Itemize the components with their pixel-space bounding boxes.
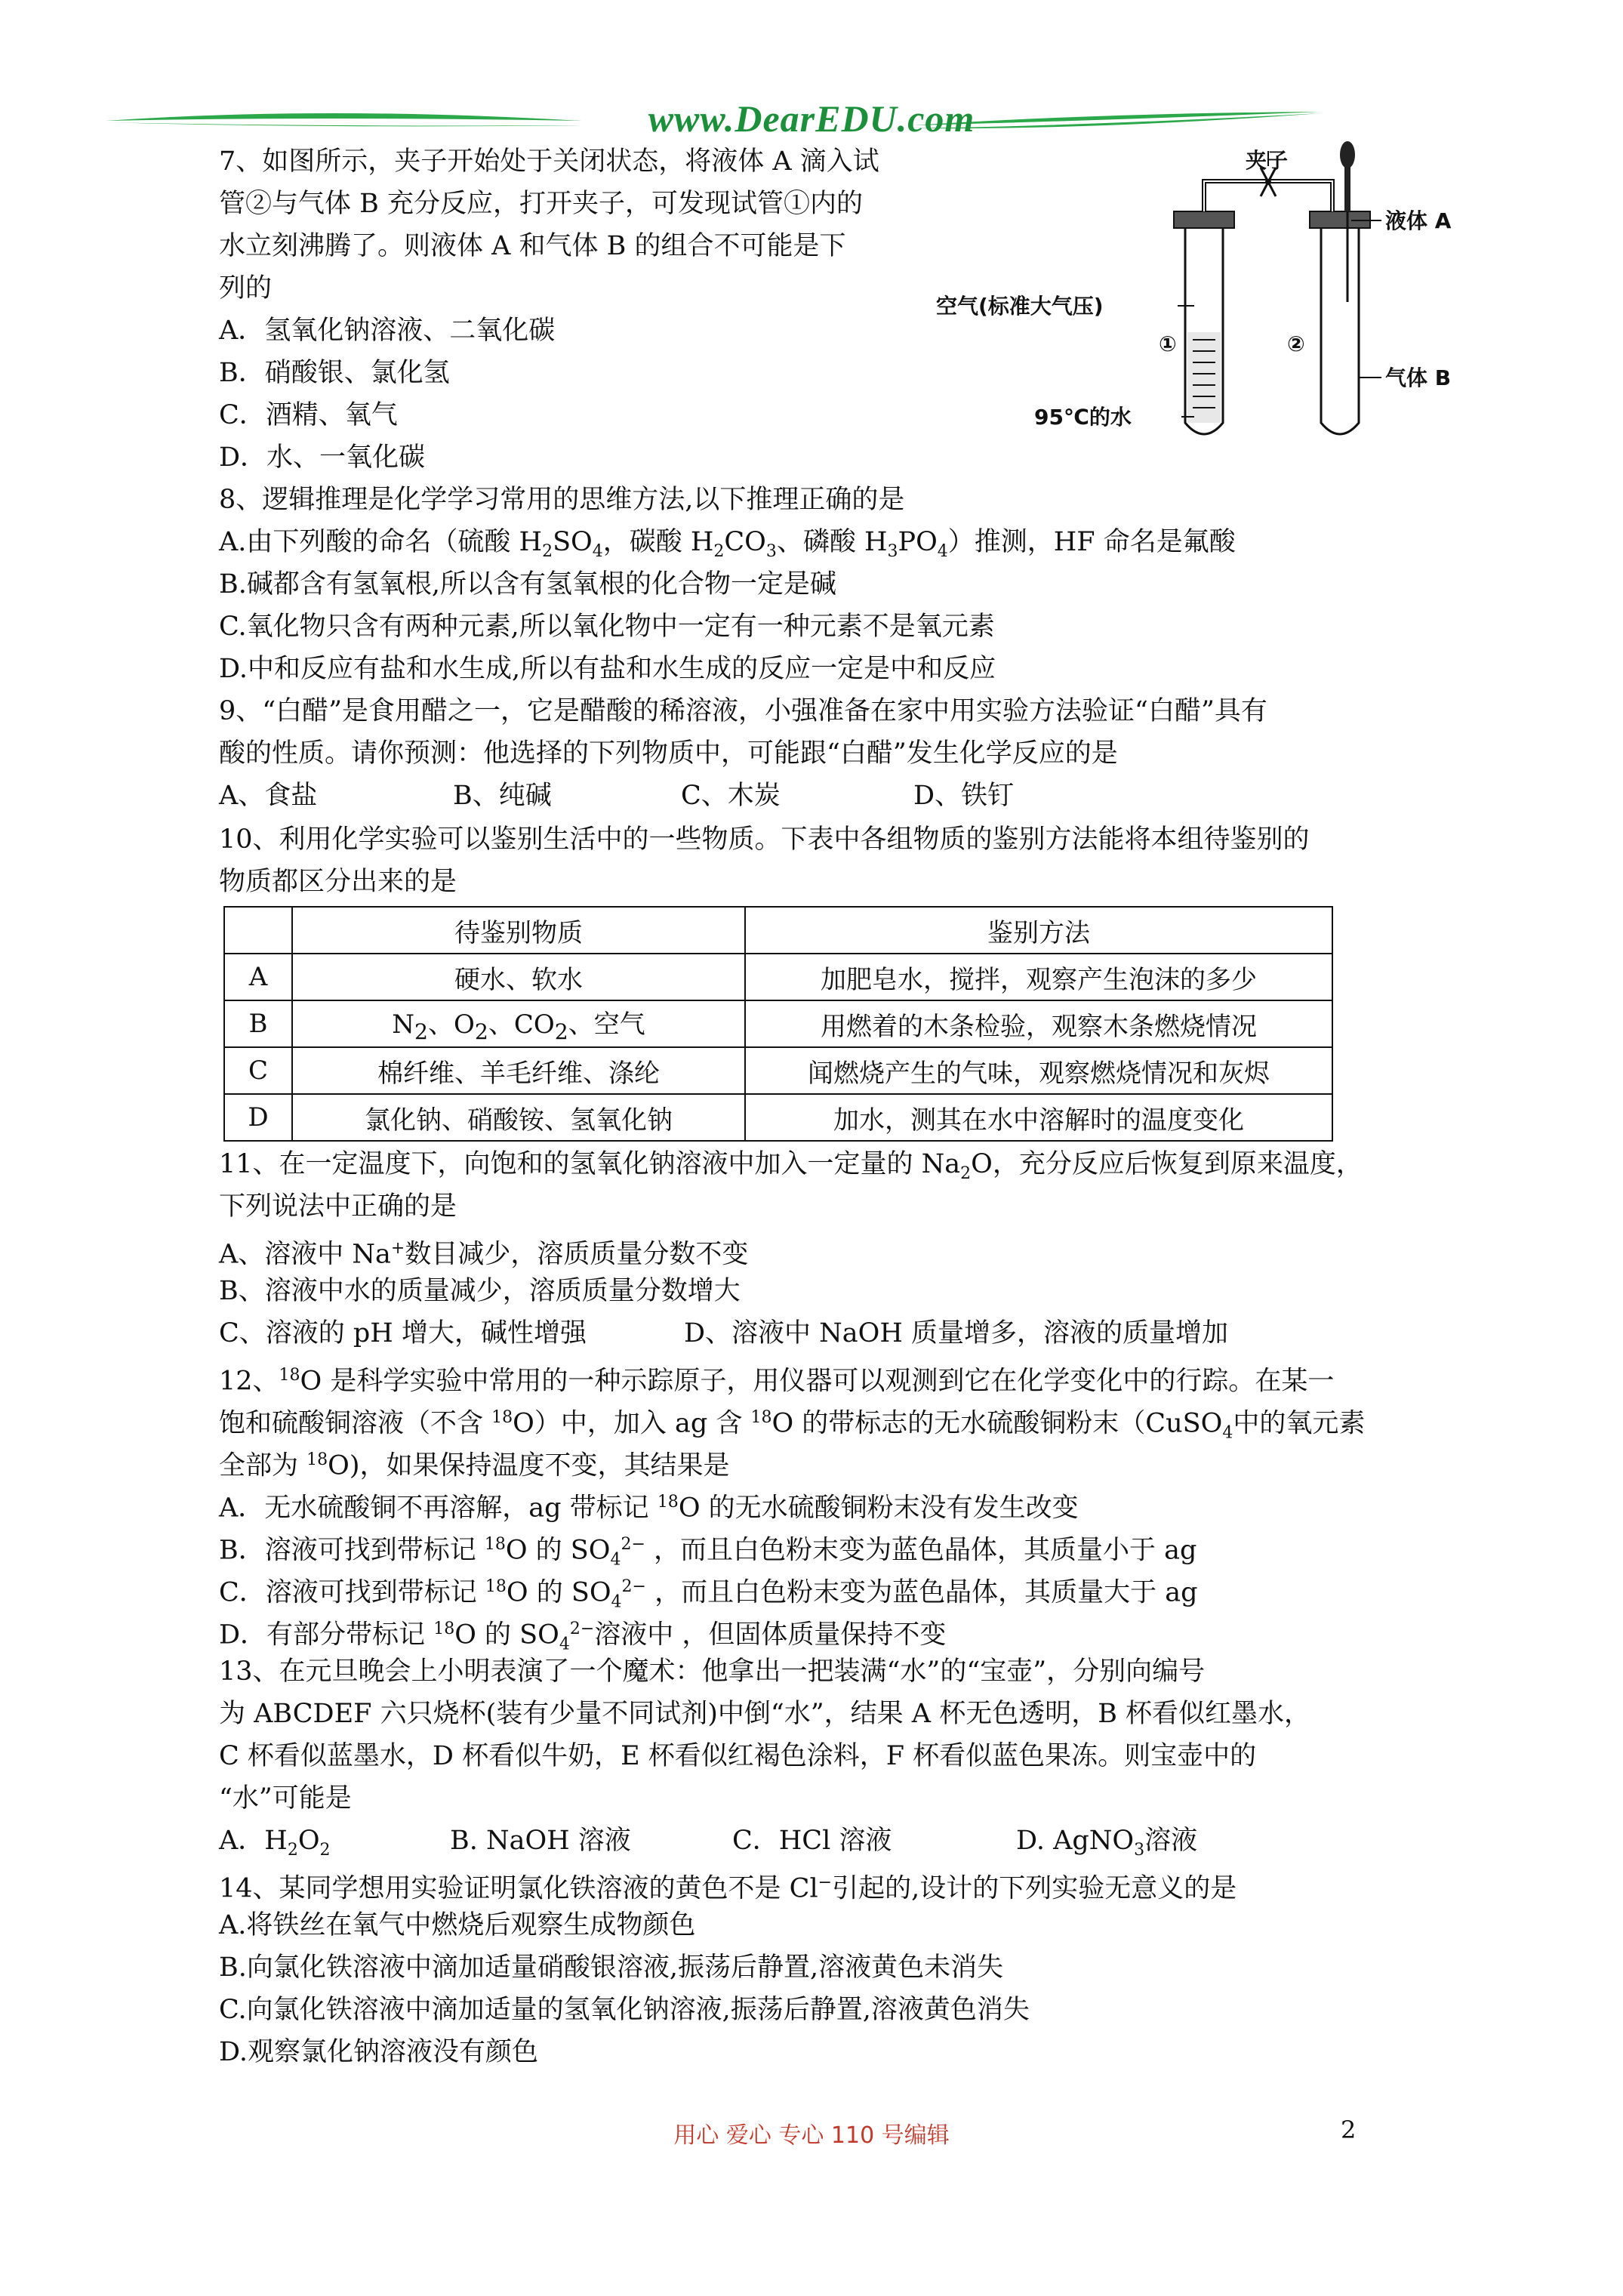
label-clamp: 夹子 <box>1246 148 1289 173</box>
q7-line-3: 水立刻沸腾了。则液体 A 和气体 B 的组合不可能是下 <box>219 231 846 261</box>
q7-option-c: C．酒精、氧气 <box>219 400 398 430</box>
table-header-cell <box>224 907 292 954</box>
label-liquid-a: 液体 A <box>1385 208 1452 233</box>
q12-option-a: A．无水硫酸铜不再溶解，ag 带标记 $^{18}$O 的无水硫酸铜粉末没有发生改变 <box>219 1493 1079 1524</box>
table-cell: 氯化钠、硝酸铵、氢氧化钠 <box>292 1094 745 1141</box>
q9-option-d: D、铁钉 <box>913 781 1015 811</box>
table-row <box>224 1000 1332 1047</box>
q9-option-a: A、食盐 <box>219 781 318 811</box>
table-cell: $N_2$、$O_2$、$CO_2$、空气 <box>292 1000 745 1047</box>
q14-stem: 14、某同学想用实验证明氯化铁溶液的黄色不是 Cl−引起的,设计的下列实验无意义的是 <box>219 1873 1237 1904</box>
page-number: 2 <box>1341 2116 1357 2144</box>
label-tube-2: ② <box>1287 331 1305 356</box>
table-cell: 加水，测其在水中溶解时的温度变化 <box>745 1094 1332 1141</box>
table-cell: B <box>224 1000 292 1047</box>
q11-option-d: D、溶液中 NaOH 质量增多，溶液的质量增加 <box>684 1318 1229 1348</box>
label-air: 空气(标准大气压) <box>936 294 1104 319</box>
q12-line-2: 饱和硫酸铜溶液（不含 $^{18}$O）中，加入 ag 含 $^{18}$O 的带标志的无水硫酸铜粉末（CuSO$_4$中的氧元素 <box>219 1408 1366 1443</box>
q8-option-b: B.碱都含有氢氧根,所以含有氢氧根的化合物一定是碱 <box>219 569 836 599</box>
table-header-cell: 鉴别方法 <box>745 907 1332 954</box>
table-header-row <box>224 907 1332 954</box>
q12-option-c: C．溶液可找到带标记 $^{18}$O 的 $SO_4^{2-}$ ，而且白色粉末变为蓝色晶体，其质量大于 ag <box>219 1577 1198 1612</box>
q10-line-2: 物质都区分出来的是 <box>219 867 457 897</box>
label-water: 95℃的水 <box>1034 405 1132 430</box>
q12-option-d: D．有部分带标记 $^{18}$O 的 $SO_4^{2-}$溶液中 ，但固体质量保持不变 <box>219 1620 947 1654</box>
footer-text: 用心 爱心 专心 110 号编辑 <box>673 2122 950 2149</box>
table-cell: 硬水、软水 <box>292 954 745 1000</box>
q7-line-2: 管②与气体 B 充分反应，打开夹子，可发现试管①内的 <box>219 189 863 219</box>
q10-table <box>223 906 1333 1142</box>
q11-line-1: 11、在一定温度下，向饱和的氢氧化钠溶液中加入一定量的 $Na_2O$，充分反应后恢复到原来温度， <box>219 1149 1363 1183</box>
q7-line-4: 列的 <box>219 273 273 304</box>
table-cell: 用燃着的木条检验，观察木条燃烧情况 <box>745 1000 1332 1047</box>
table-cell: 加肥皂水，搅拌，观察产生泡沫的多少 <box>745 954 1332 1000</box>
table-cell: 闻燃烧产生的气味，观察燃烧情况和灰烬 <box>745 1047 1332 1094</box>
q11-option-a: A、溶液中 Na+数目减少，溶质质量分数不变 <box>219 1239 749 1270</box>
q13-option-a: A．$H_2O_2$ <box>219 1826 331 1860</box>
connecting-tube <box>1204 181 1332 211</box>
label-gas-b: 气体 B <box>1385 365 1452 390</box>
q13-option-d: D. AgNO$_3$溶液 <box>1016 1826 1198 1860</box>
site-url[interactable]: www.DearEDU.com <box>648 97 975 140</box>
table-cell: D <box>224 1094 292 1141</box>
q14-option-b: B.向氯化铁溶液中滴加适量硝酸银溶液,振荡后静置,溶液黄色未消失 <box>219 1952 1004 1983</box>
q13-option-b: B. NaOH 溶液 <box>450 1826 631 1856</box>
q7-option-b: B．硝酸银、氯化氢 <box>219 358 450 388</box>
q7-option-a: A．氢氧化钠溶液、二氧化碳 <box>219 316 556 346</box>
table-row <box>224 1047 1332 1094</box>
table-cell: A <box>224 954 292 1000</box>
q9-line-2: 酸的性质。请你预测：他选择的下列物质中，可能跟“白醋”发生化学反应的是 <box>219 738 1118 769</box>
q11-line-2: 下列说法中正确的是 <box>219 1191 457 1222</box>
q11-option-c: C、溶液的 pH 增大，碱性增强 <box>219 1318 587 1348</box>
test-tube-2 <box>1321 227 1359 434</box>
q8-option-d: D.中和反应有盐和水生成,所以有盐和水生成的反应一定是中和反应 <box>219 654 996 684</box>
table-row <box>224 954 1332 1000</box>
water-1 <box>1187 332 1221 423</box>
experiment-figure <box>929 136 1472 453</box>
stopper-1 <box>1174 211 1234 228</box>
q12-line-3: 全部为 $^{18}$O)，如果保持温度不变，其结果是 <box>219 1450 730 1481</box>
label-tube-1: ① <box>1159 331 1177 356</box>
q7-line-1: 7、如图所示，夹子开始处于关闭状态，将液体 A 滴入试 <box>219 146 879 177</box>
q12-option-b: B．溶液可找到带标记 $^{18}$O 的 $SO_4^{2-}$ ，而且白色粉末变为蓝色晶体，其质量小于 ag <box>219 1535 1197 1570</box>
q9-option-c: C、木炭 <box>681 781 781 811</box>
q13-line-1: 13、在元旦晚会上小明表演了一个魔术：他拿出一把装满“水”的“宝壶”，分别向编号 <box>219 1657 1206 1687</box>
table-cell: C <box>224 1047 292 1094</box>
q14-option-c: C.向氯化铁溶液中滴加适量的氢氧化钠溶液,振荡后静置,溶液黄色消失 <box>219 1995 1030 2025</box>
q13-line-3: C 杯看似蓝墨水，D 杯看似牛奶，E 杯看似红褐色涂料，F 杯看似蓝色果冻。则宝壶中的 <box>219 1741 1257 1771</box>
q8-option-c: C.氧化物只含有两种元素,所以氧化物中一定有一种元素不是氧元素 <box>219 612 995 642</box>
q12-line-1: 12、$^{18}$O 是科学实验中常用的一种示踪原子，用仪器可以观测到它在化学变化中的行踪。在某一 <box>219 1366 1335 1397</box>
q7-option-d: D．水、一氧化碳 <box>219 442 426 473</box>
q11-option-b: B、溶液中水的质量减少，溶质质量分数增大 <box>219 1276 741 1306</box>
table-header-cell: 待鉴别物质 <box>292 907 745 954</box>
q13-line-4: “水”可能是 <box>219 1783 352 1814</box>
q10-line-1: 10、利用化学实验可以鉴别生活中的一些物质。下表中各组物质的鉴别方法能将本组待鉴别的 <box>219 824 1310 855</box>
q14-option-a: A.将铁丝在氧气中燃烧后观察生成物颜色 <box>219 1910 696 1940</box>
q13-line-2: 为 ABCDEF 六只烧杯(装有少量不同试剂)中倒“水”，结果 A 杯无色透明，B 杯看似红墨水， <box>219 1699 1311 1729</box>
q9-option-b: B、纯碱 <box>453 781 552 811</box>
q9-line-1: 9、“白醋”是食用醋之一，它是醋酸的稀溶液，小强准备在家中用实验方法验证“白醋”具有 <box>219 696 1267 726</box>
q8-stem: 8、逻辑推理是化学学习常用的思维方法,以下推理正确的是 <box>219 485 905 515</box>
q13-option-c: C．HCl 溶液 <box>732 1826 892 1856</box>
table-row <box>224 1094 1332 1141</box>
q14-option-d: D.观察氯化钠溶液没有颜色 <box>219 2037 538 2067</box>
table-cell: 棉纤维、羊毛纤维、涤纶 <box>292 1047 745 1094</box>
q8-option-a: A.由下列酸的命名（硫酸 $H_2SO_4$，碳酸 $H_2CO_3$、磷酸 $H_3PO_4$）推测，HF 命名是氟酸 <box>219 527 1236 561</box>
